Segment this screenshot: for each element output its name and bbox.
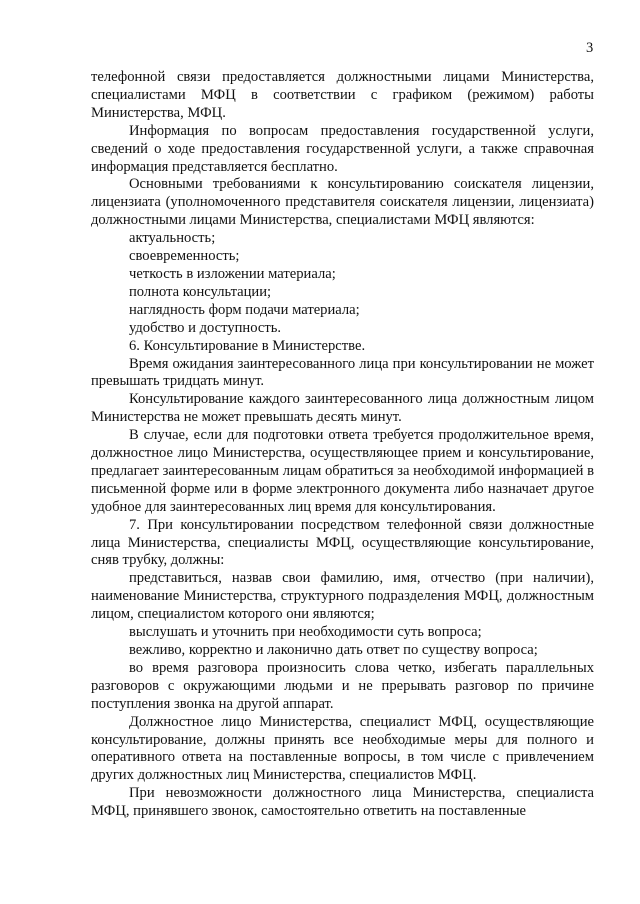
paragraph: Должностное лицо Министерства, специалист МФЦ, осуществляющие консультирование, должны принять все необходимые меры для полного и оперативного ответа на поставленные вопросы, в том числе с привлечением других должностных лиц Министерства, специалистов МФЦ. [91,713,594,784]
paragraph: телефонной связи предоставляется должностными лицами Министерства, специалистами МФЦ в соответствии с графиком (режимом) работы Министерства, МФЦ. [91,69,594,121]
paragraph: Основными требованиями к консультированию соискателя лицензии, лицензиата (уполномоченного представителя соискателя лицензии, лицензиата) должностными лицами Министерства, специалистами МФЦ являются: [91,176,594,229]
list-item: выслушать и уточнить при необходимости суть вопроса; [129,624,482,641]
list-item: актуальность; [129,230,216,247]
paragraph: Консультирование каждого заинтересованного лица должностным лицом Министерства не может превышать десять минут. [91,391,594,426]
paragraph: Время ожидания заинтересованного лица при консультировании не может превышать тридцать минут. [91,355,594,390]
paragraph: представиться, назвав свои фамилию, имя, отчество (при наличии), наименование Министерства, структурного подразделения МФЦ, должностным лицом, специалистом которого они являются; [91,570,594,623]
paragraph: При невозможности должностного лица Министерства, специалиста МФЦ, принявшего звонок, самостоятельно ответить на поставленные [91,785,594,820]
page-number: 3 [586,40,594,56]
paragraph: 7. При консультировании посредством телефонной связи должностные лица Министерства, специалисты МФЦ, осуществляющие консультирование, сняв трубку, должны: [91,516,594,569]
list-item: полнота консультации; [129,283,272,300]
paragraph: во время разговора произносить слова четко, избегать параллельных разговоров с окружающими людьми и не прерывать разговор по причине поступления звонка на другой аппарат. [91,659,594,712]
list-item: удобство и доступность. [129,319,282,336]
list-item: наглядность форм подачи материала; [129,301,360,318]
list-item: вежливо, корректно и лаконично дать ответ по существу вопроса; [129,642,538,658]
paragraph: Информация по вопросам предоставления государственной услуги, сведений о ходе предоставления государственной услуги, а также справочная информация представляется бесплатно. [91,122,594,175]
paragraph: В случае, если для подготовки ответа требуется продолжительное время, должностное лицо Министерства, осуществляющее прием и консультирование, предлагает заинтересованным лицам обратиться за необходимой информацией в письменной форме или в форме электронного документа либо назначает другое удобное для заинтересованных лиц время для консультирования. [91,427,594,515]
document-body [91,69,594,821]
list-item: своевременность; [129,248,240,265]
list-item: четкость в изложении материала; [129,265,336,282]
list-item: 6. Консультирование в Министерстве. [129,337,366,354]
